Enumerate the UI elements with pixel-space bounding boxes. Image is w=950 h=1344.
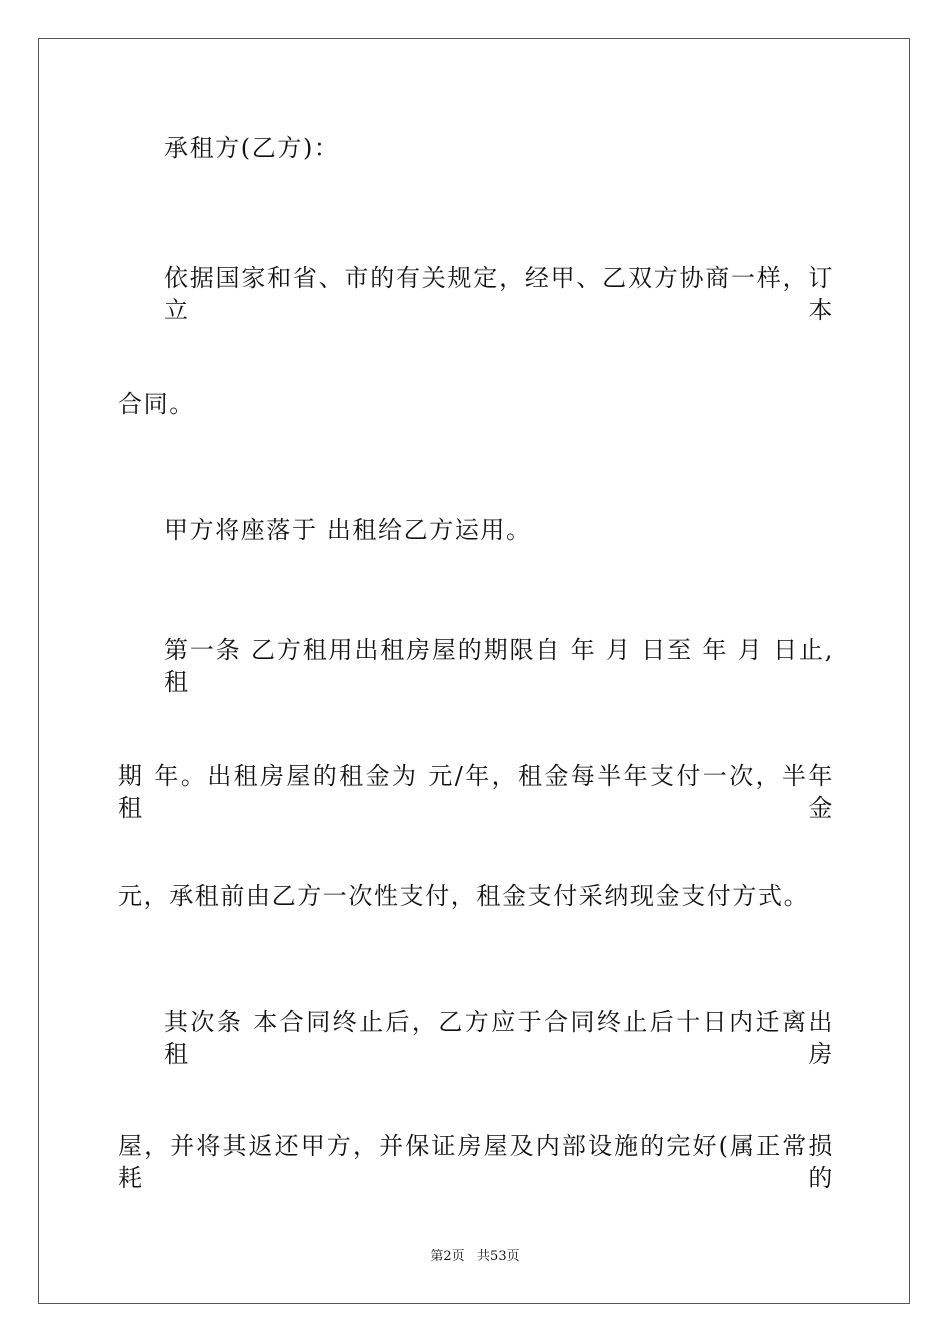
article-1-line-3: 元，承租前由乙方一次性支付，租金支付采纳现金支付方式。: [118, 882, 810, 910]
property-location-line: 甲方将座落于 出租给乙方运用。: [164, 516, 532, 544]
article-2-line-1: 其次条 本合同终止后，乙方应于合同终止后十日内迁离出租房: [164, 1008, 834, 1068]
article-1-line-2: 期 年。出租房屋的租金为 元/年，租金每半年支付一次，半年租金: [118, 762, 834, 822]
page-number-footer: 第2页 共53页: [430, 1249, 520, 1264]
lessee-line: 承租方(乙方)：: [164, 134, 340, 162]
article-1-line-1: 第一条 乙方租用出租房屋的期限自 年 月 日至 年 月 日止,租: [164, 636, 834, 696]
intro-line-2: 合同。: [118, 390, 195, 418]
article-2-line-2: 屋，并将其返还甲方，并保证房屋及内部设施的完好(属正常损耗的: [118, 1132, 834, 1192]
intro-line-1: 依据国家和省、市的有关规定，经甲、乙双方协商一样，订立本: [164, 264, 834, 324]
